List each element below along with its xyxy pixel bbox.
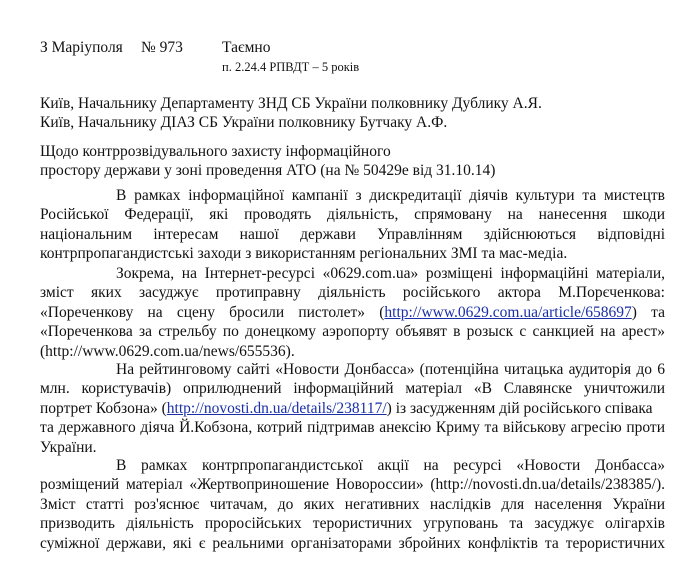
text-line: На рейтинговому сайті «Новости Донбасса» (потенційна читацька аудиторія до 6 bbox=[116, 361, 665, 378]
text-line: національним інтересам нашої держави Управлінням здійснюються відповідні bbox=[40, 225, 665, 243]
text-line: «Порeченкова за стрельбу по донецкому аэропорту объявят в розыск с санкцией на арест» bbox=[40, 323, 665, 341]
text-line: портрет Кобзона» (http://novosti.dn.ua/details/238117/) із засудженням дій російського співака bbox=[40, 399, 653, 417]
origin-city: З Маріуполя bbox=[40, 39, 123, 56]
paragraph-2 bbox=[40, 264, 665, 361]
text-line: розміщений матеріал «Жертвоприношение Новороссии» (http://novosti.dn.ua/details/238385/). bbox=[40, 476, 665, 494]
paragraph-1 bbox=[40, 186, 665, 264]
article-title: «Порeченкову на сцену бросили пистолет» bbox=[40, 303, 366, 321]
text-line: В рамках контрпропагандистської акції на ресурсі «Новости Донбасса» bbox=[116, 457, 665, 474]
text-line: призводить діяльність проросійських терористичних угруповань та засуджує олігархів bbox=[40, 515, 665, 533]
text-line: В рамках інформаційної кампанії з дискредитації діячів культури та мистецтв bbox=[116, 187, 665, 204]
addressee-line: Київ, Начальнику Департаменту ЗНД СБ України полковнику Дублику А.Я. bbox=[40, 95, 542, 112]
paragraph-4 bbox=[40, 456, 665, 553]
text-line: суміжної держави, які є реальними організаторами збройних конфліктів та терористичних bbox=[40, 534, 665, 552]
text-line: млн. користувачів) оприлюднений інформаційний матеріал «В Славянске уничтожили bbox=[40, 380, 665, 398]
text-line: Зокрема, на Інтернет-ресурсі «0629.com.ua» розміщені інформаційні матеріали, bbox=[116, 265, 665, 282]
subject-line: простору держави у зоні проведення АТО (на № 50429е від 31.10.14) bbox=[40, 162, 496, 179]
addressee-line: Київ, Начальнику ДІАЗ СБ України полковнику Бутчаку А.Ф. bbox=[40, 114, 448, 131]
conjunction: та bbox=[651, 303, 665, 321]
link-wrapper: (http://www.0629.com.ua/article/658697) bbox=[379, 303, 637, 321]
text-line: України. bbox=[40, 438, 97, 456]
text-fragment: ) із засудженням дій російського співака bbox=[386, 399, 653, 417]
classification-stamp: Таємно bbox=[222, 39, 271, 56]
classification-reference: п. 2.24.4 РПВДТ – 5 років bbox=[222, 60, 360, 74]
text-line: зміст яких засуджує протиправну діяльність російського актора М.Порєченкова: bbox=[40, 284, 665, 302]
text-line: контрпропагандистські заходи з використанням регіональних ЗМІ та мас-медіа. bbox=[40, 245, 568, 263]
text-line: Зміст статті роз'яснює читачам, до яких негативних наслідків для населення України bbox=[40, 495, 665, 513]
text-line: та державного діяча Й.Кобзона, котрий підтримав анексію Криму та військову агресію проти bbox=[40, 419, 665, 437]
article-link[interactable]: http://novosti.dn.ua/details/238117/ bbox=[166, 399, 387, 417]
text-line bbox=[40, 303, 665, 322]
text-line: (http://www.0629.com.ua/news/655536). bbox=[40, 342, 295, 360]
paragraph-3 bbox=[40, 360, 665, 457]
article-link[interactable]: http://www.0629.com.ua/article/658697 bbox=[384, 303, 632, 321]
text-line: Російської Федерації, які проводять діяльність, спрямовану на нанесення шкоди bbox=[40, 206, 665, 224]
subject-line: Щодо контррозвідувального захисту інформаційного bbox=[40, 143, 391, 160]
document-number: № 973 bbox=[141, 39, 183, 56]
article-title: портрет Кобзона» bbox=[40, 399, 158, 417]
